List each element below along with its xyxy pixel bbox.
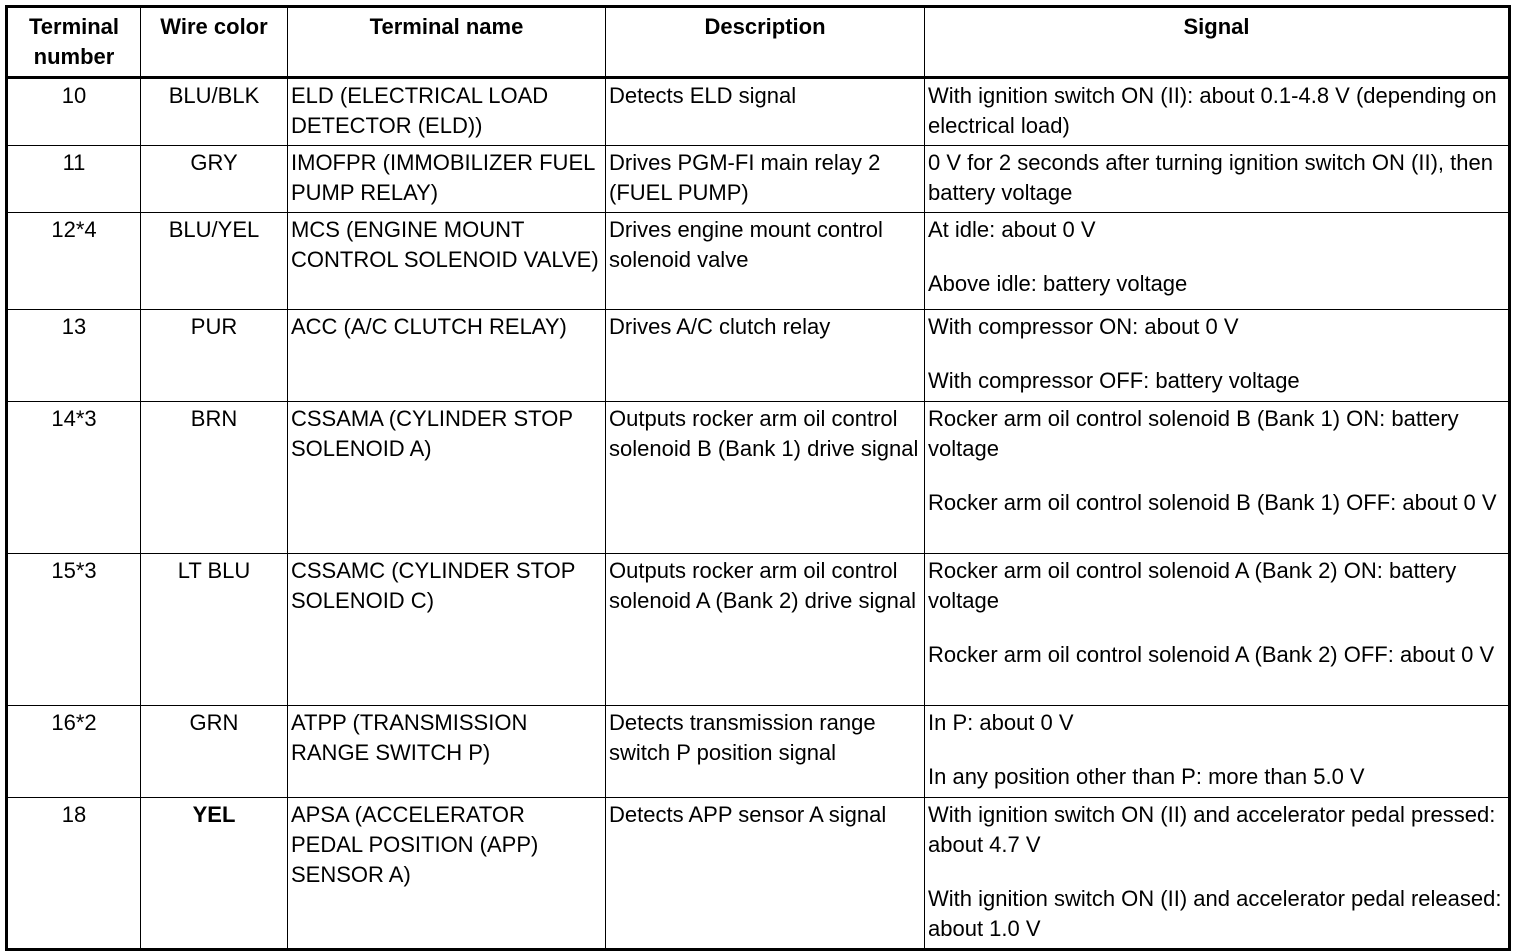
terminal-number-cell: 16*2 bbox=[7, 706, 141, 798]
table-row bbox=[7, 78, 1510, 146]
table-row bbox=[7, 146, 1510, 213]
header-description: Description bbox=[606, 7, 925, 78]
signal-cell bbox=[925, 706, 1510, 798]
terminal-pinout-table bbox=[5, 5, 1511, 951]
description-cell: Outputs rocker arm oil control solenoid B (Bank 1) drive signal bbox=[606, 402, 925, 554]
wire-color-cell: PUR bbox=[141, 310, 288, 402]
terminal-name-cell: ATPP (TRANSMISSION RANGE SWITCH P) bbox=[288, 706, 606, 798]
signal-line: With ignition switch ON (II) and accelerator pedal released: about 1.0 V bbox=[928, 886, 1502, 941]
table-row bbox=[7, 554, 1510, 706]
terminal-number-cell: 14*3 bbox=[7, 402, 141, 554]
header-signal: Signal bbox=[925, 7, 1510, 78]
terminal-name-cell: MCS (ENGINE MOUNT CONTROL SOLENOID VALVE) bbox=[288, 213, 606, 310]
description-cell: Detects APP sensor A signal bbox=[606, 798, 925, 950]
terminal-name-cell: ACC (A/C CLUTCH RELAY) bbox=[288, 310, 606, 402]
signal-cell bbox=[925, 310, 1510, 402]
wire-color-cell: GRN bbox=[141, 706, 288, 798]
wire-color-cell: YEL bbox=[141, 798, 288, 950]
signal-cell bbox=[925, 146, 1510, 213]
signal-cell bbox=[925, 798, 1510, 950]
header-row bbox=[7, 7, 1510, 78]
terminal-number-cell: 12*4 bbox=[7, 213, 141, 310]
terminal-name-cell: CSSAMA (CYLINDER STOP SOLENOID A) bbox=[288, 402, 606, 554]
terminal-name-cell: APSA (ACCELERATOR PEDAL POSITION (APP) SENSOR A) bbox=[288, 798, 606, 950]
signal-cell bbox=[925, 78, 1510, 146]
wire-color-cell: LT BLU bbox=[141, 554, 288, 706]
wire-color-cell: BLU/YEL bbox=[141, 213, 288, 310]
signal-line: Rocker arm oil control solenoid A (Bank 2) ON: battery voltage bbox=[928, 558, 1457, 613]
table-row bbox=[7, 798, 1510, 950]
signal-line: In P: about 0 V bbox=[928, 710, 1074, 735]
description-cell: Detects ELD signal bbox=[606, 78, 925, 146]
signal-cell bbox=[925, 402, 1510, 554]
signal-line: Rocker arm oil control solenoid A (Bank 2) OFF: about 0 V bbox=[928, 642, 1495, 667]
description-cell: Detects transmission range switch P position signal bbox=[606, 706, 925, 798]
terminal-number-cell: 13 bbox=[7, 310, 141, 402]
description-cell: Outputs rocker arm oil control solenoid A (Bank 2) drive signal bbox=[606, 554, 925, 706]
description-cell: Drives PGM-FI main relay 2 (FUEL PUMP) bbox=[606, 146, 925, 213]
signal-line: With ignition switch ON (II): about 0.1-4.8 V (depending on electrical load) bbox=[928, 83, 1497, 138]
signal-line: Rocker arm oil control solenoid B (Bank 1) ON: battery voltage bbox=[928, 406, 1459, 461]
signal-line: Rocker arm oil control solenoid B (Bank 1) OFF: about 0 V bbox=[928, 490, 1497, 515]
header-terminal-name: Terminal name bbox=[288, 7, 606, 78]
terminal-number-cell: 10 bbox=[7, 78, 141, 146]
wire-color-cell: BRN bbox=[141, 402, 288, 554]
table-body bbox=[7, 78, 1510, 950]
terminal-name-cell: IMOFPR (IMMOBILIZER FUEL PUMP RELAY) bbox=[288, 146, 606, 213]
signal-line: Above idle: battery voltage bbox=[928, 271, 1188, 296]
description-cell: Drives A/C clutch relay bbox=[606, 310, 925, 402]
table-row bbox=[7, 706, 1510, 798]
terminal-number-cell: 18 bbox=[7, 798, 141, 950]
terminal-name-cell: ELD (ELECTRICAL LOAD DETECTOR (ELD)) bbox=[288, 78, 606, 146]
table-row bbox=[7, 310, 1510, 402]
signal-line: 0 V for 2 seconds after turning ignition switch ON (II), then battery voltage bbox=[928, 150, 1493, 205]
terminal-number-cell: 11 bbox=[7, 146, 141, 213]
wire-color-cell: BLU/BLK bbox=[141, 78, 288, 146]
header-wire-color: Wire color bbox=[141, 7, 288, 78]
signal-cell bbox=[925, 554, 1510, 706]
signal-line: In any position other than P: more than 5.0 V bbox=[928, 764, 1365, 789]
signal-line: At idle: about 0 V bbox=[928, 217, 1096, 242]
table-row bbox=[7, 402, 1510, 554]
signal-line: With compressor OFF: battery voltage bbox=[928, 368, 1300, 393]
terminal-number-cell: 15*3 bbox=[7, 554, 141, 706]
signal-line: With ignition switch ON (II) and accelerator pedal pressed: about 4.7 V bbox=[928, 802, 1496, 857]
terminal-name-cell: CSSAMC (CYLINDER STOP SOLENOID C) bbox=[288, 554, 606, 706]
signal-cell bbox=[925, 213, 1510, 310]
signal-line: With compressor ON: about 0 V bbox=[928, 314, 1239, 339]
table-row bbox=[7, 213, 1510, 310]
wire-color-cell: GRY bbox=[141, 146, 288, 213]
description-cell: Drives engine mount control solenoid valve bbox=[606, 213, 925, 310]
header-terminal-number: Terminal number bbox=[7, 7, 141, 78]
